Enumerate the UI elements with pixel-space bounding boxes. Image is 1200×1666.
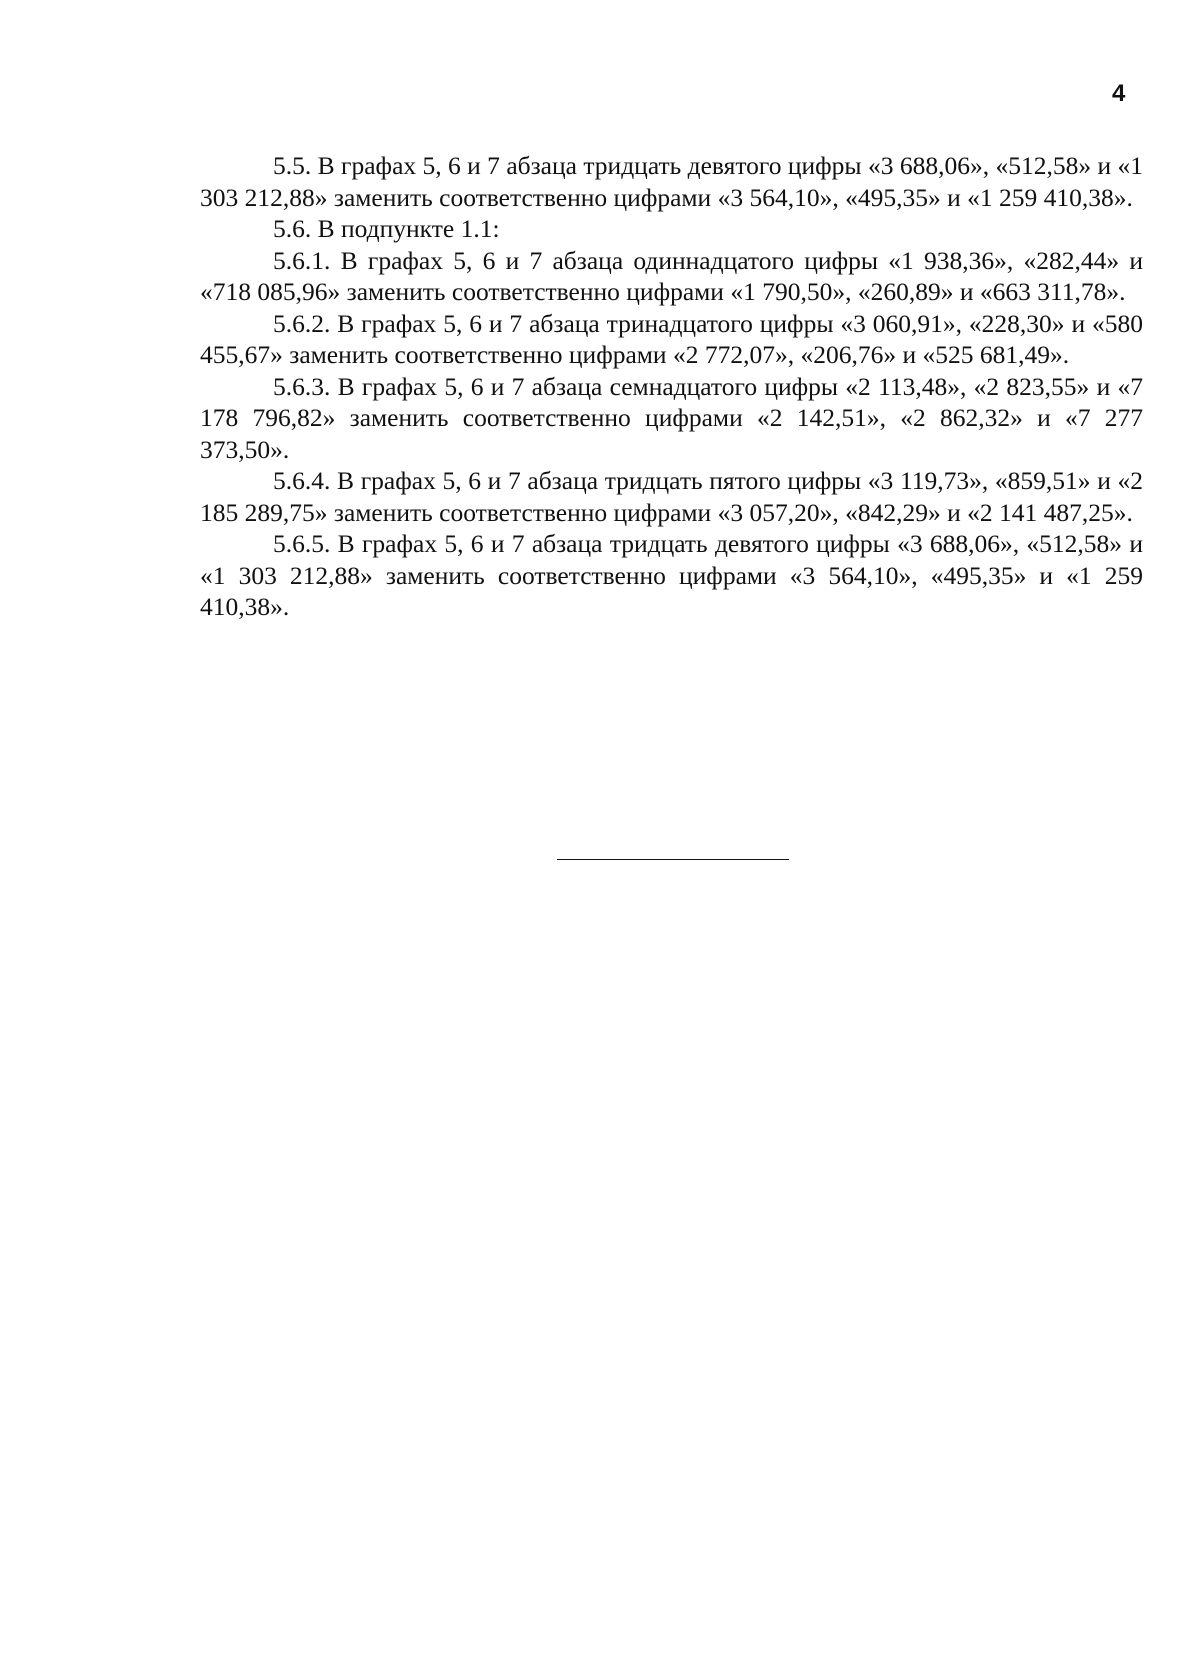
paragraph-5-6: 5.6. В подпункте 1.1: [273, 214, 500, 243]
end-of-document-rule [557, 859, 789, 860]
paragraph-5-6-2: 5.6.2. В графах 5, 6 и 7 абзаца тринадцатого цифры «3 060,91», «228,30» и «580 455,67» заменить соответственно цифрами «2 772,07», «206,76» и «525 681,49». [200, 308, 1143, 369]
document-body [200, 150, 1143, 623]
paragraph-5-6-3: 5.6.3. В графах 5, 6 и 7 абзаца семнадцатого цифры «2 113,48», «2 823,55» и «7 178 796,82» заменить соответственно цифрами «2 142,51», «2 862,32» и «7 277 373,50». [200, 371, 1143, 464]
page-number: 4 [1112, 80, 1126, 107]
paragraph-5-5: 5.5. В графах 5, 6 и 7 абзаца тридцать девятого цифры «3 688,06», «512,58» и «1 303 212,88» заменить соответственно цифрами «3 564,10», «495,35» и «1 259 410,38». [200, 151, 1143, 212]
paragraph-5-6-5: 5.6.5. В графах 5, 6 и 7 абзаца тридцать девятого цифры «3 688,06», «512,58» и «1 303 212,88» заменить соответственно цифрами «3 564,10», «495,35» и «1 259 410,38». [200, 529, 1143, 621]
paragraph-5-6-1: 5.6.1. В графах 5, 6 и 7 абзаца одиннадцатого цифры «1 938,36», «282,44» и «718 085,96» заменить соответственно цифрами «1 790,50», «260,89» и «663 311,78». [200, 245, 1143, 306]
paragraph-5-6-4: 5.6.4. В графах 5, 6 и 7 абзаца тридцать пятого цифры «3 119,73», «859,51» и «2 185 289,75» заменить соответственно цифрами «3 057,20», «842,29» и «2 141 487,25». [200, 466, 1143, 527]
